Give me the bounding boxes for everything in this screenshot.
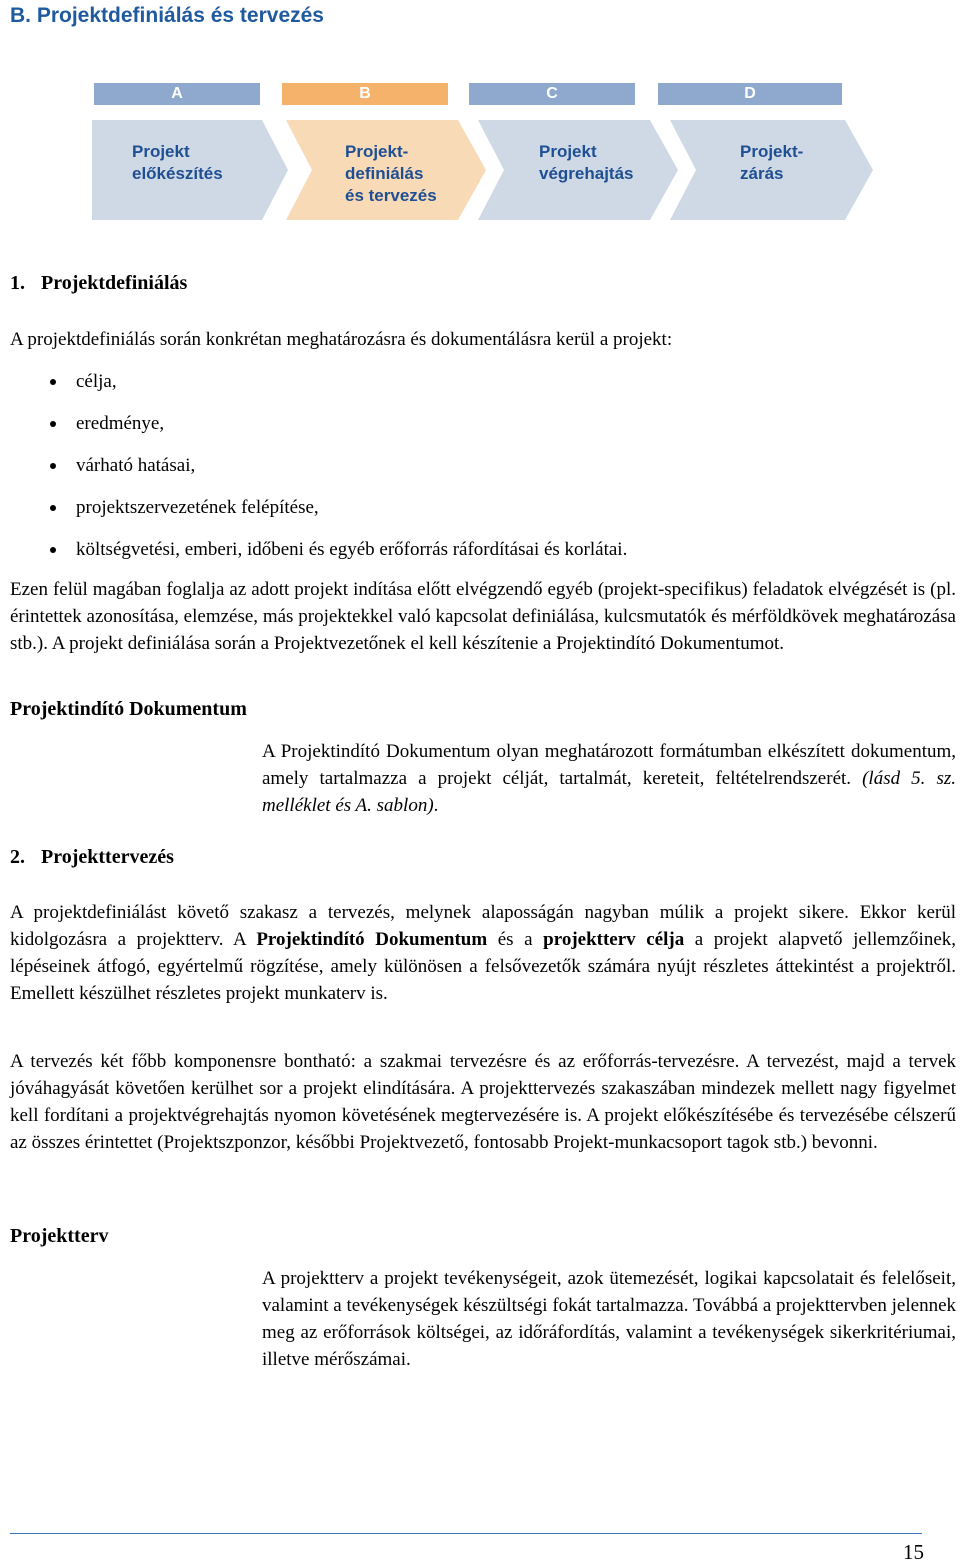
list-item: projektszervezetének felépítése,	[0, 494, 946, 536]
footer-divider	[10, 1533, 922, 1534]
phase-header-c: C	[469, 83, 635, 105]
page-number: 15	[903, 1540, 924, 1564]
section-2-heading	[10, 846, 174, 869]
bold-term-projektindito: Projektindító Dokumentum	[256, 929, 488, 950]
section-title: B. Projektdefiniálás és tervezés	[10, 4, 324, 27]
phase-label-a: Projekt előkészítés	[132, 142, 223, 183]
section-1-paragraph: Ezen felül magában foglalja az adott projekt indítása előtt elvégzendő egyéb (projekt-specifikus) feladatok elvégzését is (pl. érintettek azonosítása, elemzése, más projektekkel való kapcsolat definiálása, kulcsmutatók és mérföldkövek meghatározása stb.). A projekt definiálása során a Projektvezetőnek el kell készítenie a Projektindító Dokumentumot.	[10, 579, 956, 654]
list-item: költségvetési, emberi, időbeni és egyéb erőforrás ráfordításai és korlátai.	[0, 536, 946, 578]
text-run: A projektdefiniálást követő szakasz a tervezés, melynek alaposságán nagyban múlik a projekt sikere. Ekkor kerül kidolgozásra a projektterv. A	[10, 902, 956, 950]
projektindito-heading: Projektindító Dokumentum	[10, 698, 247, 720]
projektterv-description: A projektterv a projekt tevékenységeit, azok ütemezését, logikai kapcsolatait és felelőseit, valamint a tevékenységek készültségi fokát tartalmazza. Továbbá a projekttervben jelennek meg az erőforrások költségei, az időráfordítás, valamint a tevékenységek sikerkritériumai, illetve mérőszámai.	[262, 1268, 956, 1370]
phase-header-b: B	[282, 83, 448, 105]
phase-header-a: A	[94, 83, 260, 105]
section-2-title: Projekttervezés	[41, 846, 174, 868]
list-item: várható hatásai,	[0, 452, 946, 494]
section-1-title: Projektdefiniálás	[41, 272, 188, 294]
phase-header-d: D	[658, 83, 842, 105]
phase-label-c: Projekt végrehajtás	[539, 142, 634, 183]
phase-label-b: Projekt- definiálás és tervezés	[345, 142, 437, 205]
projektindito-text: A Projektindító Dokumentum olyan meghatározott formátumban elkészített dokumentum, amely tartalmazza a projekt célját, tartalmát, kereteit, feltételrendszerét.	[262, 741, 956, 789]
projektterv-heading: Projektterv	[10, 1225, 109, 1247]
phase-label-d: Projekt- zárás	[740, 142, 804, 183]
projektindito-description	[262, 738, 956, 819]
list-item: eredménye,	[0, 410, 946, 452]
section-2-number: 2.	[10, 846, 25, 868]
projektindito-reference-end: .	[433, 795, 439, 816]
text-run: a projekt alapvető jellemzőinek, lépéseinek átfogó, egyértelmű rögzítése, amely különösen a felsővezetők számára nyújt részletes áttekintést a projektről. Emellett készülhet részletes projekt munkaterv is.	[10, 929, 957, 1004]
section-1-intro: A projektdefiniálás során konkrétan meghatározásra és dokumentálásra kerül a projekt:	[10, 329, 673, 350]
section-2-paragraph-2: A tervezés két főbb komponensre bontható: a szakmai tervezésre és az erőforrás-tervezésre. A tervezést, majd a tervek jóváhagyását követően kerülhet sor a projekt elindítására. A projekttervezés szakaszában mindezek mellett nagy figyelmet kell fordítani a projektvégrehajtás nyomon követésének megtervezésére is. A projekt előkészítésébe és tervezésébe célszerű az összes érintettet (Projektszponzor, későbbi Projektvezető, fontosabb Projekt-munkacsoport tagok stb.) bevonni.	[10, 1051, 956, 1153]
projektindito-reference: (lásd 5. sz. melléklet és A. sablon)	[262, 768, 956, 816]
list-item: célja,	[0, 368, 946, 410]
text-run: és a	[487, 929, 544, 950]
section-1-bullet-list	[0, 368, 946, 578]
section-1-number: 1.	[10, 272, 25, 294]
section-1-heading	[10, 272, 187, 295]
bold-term-projektterv: projektterv célja	[543, 929, 685, 950]
section-2-paragraph-1	[10, 899, 956, 1007]
